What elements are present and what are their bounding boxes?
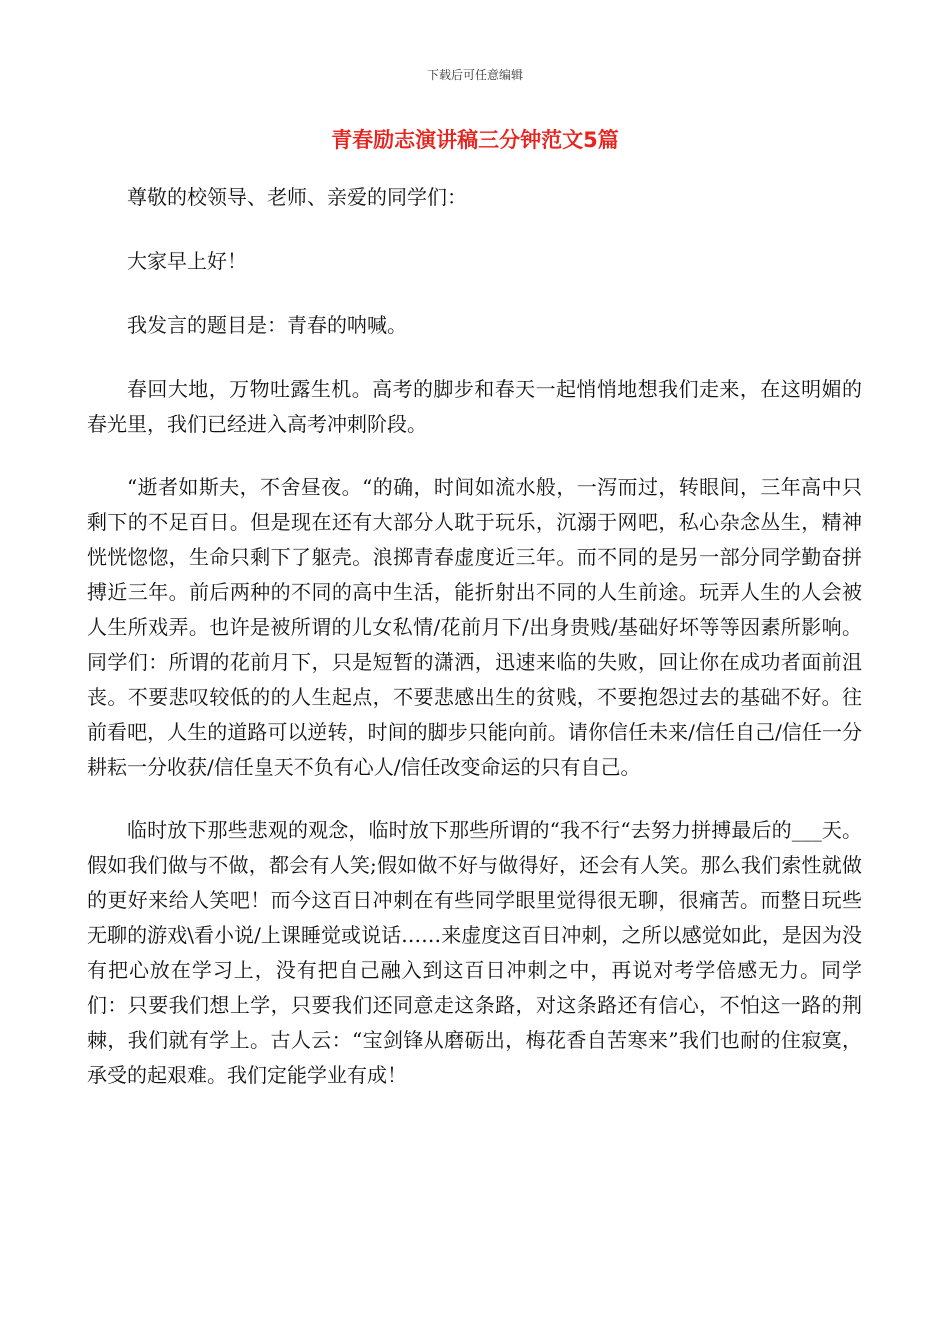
paragraph-body-2: “逝者如斯夫，不舍昼夜。“的确，时间如流水般，一泻而过，转眼间，三年高中只剩下的不足百日。但是现在还有大部分人耽于玩乐，沉溺于网吧，私心杂念丛生，精神恍恍惚惚，生命只剩下了躯壳。浪掷青春虚度近三年。而不同的是另一部分同学勤奋拼搏近三年。前后两种的不同的高中生活，能折射出不同的人生前途。玩弄人生的人会被人生所戏弄。也许是被所谓的儿女私情/花前月下/出身贵贱/基础好坏等等因素所影响。同学们：所谓的花前月下，只是短暂的潇洒，迅速来临的失败，回让你在成功者面前沮丧。不要悲叹较低的的人生起点，不要悲感出生的贫贱，不要抱怨过去的基础不好。往前看吧，人生的道路可以逆转，时间的脚步只能向前。请你信任未来/信任自己/信任一分耕耘一分收获/信任皇天不负有心人/信任改变命运的只有自己。 [87, 475, 862, 779]
paragraph-salutation: 尊敬的校领导、老师、亲爱的同学们： [127, 185, 467, 209]
paragraph-greeting: 大家早上好！ [127, 249, 247, 273]
header-note: 下载后可任意编辑 [426, 68, 523, 82]
paragraph-body-1: 春回大地，万物吐露生机。高考的脚步和春天一起悄悄地想我们走来，在这明媚的春光里，我们已经进入高考冲刺阶段。 [87, 377, 862, 436]
document-body [87, 180, 862, 1121]
paragraph-body-3: 临时放下那些悲观的观念，临时放下那些所谓的“我不行“去努力拼搏最后的___天。假如我们做与不做，都会有人笑;假如做不好与做得好，还会有人笑。那么我们索性就做的更好来给人笑吧！而今这百日冲刺在有些同学眼里觉得很无聊，很痛苦。而整日玩些无聊的游戏\看小说/上课睡觉或说话……来虚度这百日冲刺，之所以感觉如此，是因为没有把心放在学习上，没有把自己融入到这百日冲刺之中，再说对考学倍感无力。同学们：只要我们想上学，只要我们还同意走这条路，对这条路还有信心，不怕这一路的荆棘，我们就有学上。古人云：“宝剑锋从磨砺出，梅花香自苦寒来”我们也耐的住寂寞，承受的起艰难。我们定能学业有成！ [87, 818, 862, 1087]
paragraph-topic: 我发言的题目是：青春的呐喊。 [127, 313, 407, 337]
document-title: 青春励志演讲稿三分钟范文5篇 [331, 128, 619, 152]
